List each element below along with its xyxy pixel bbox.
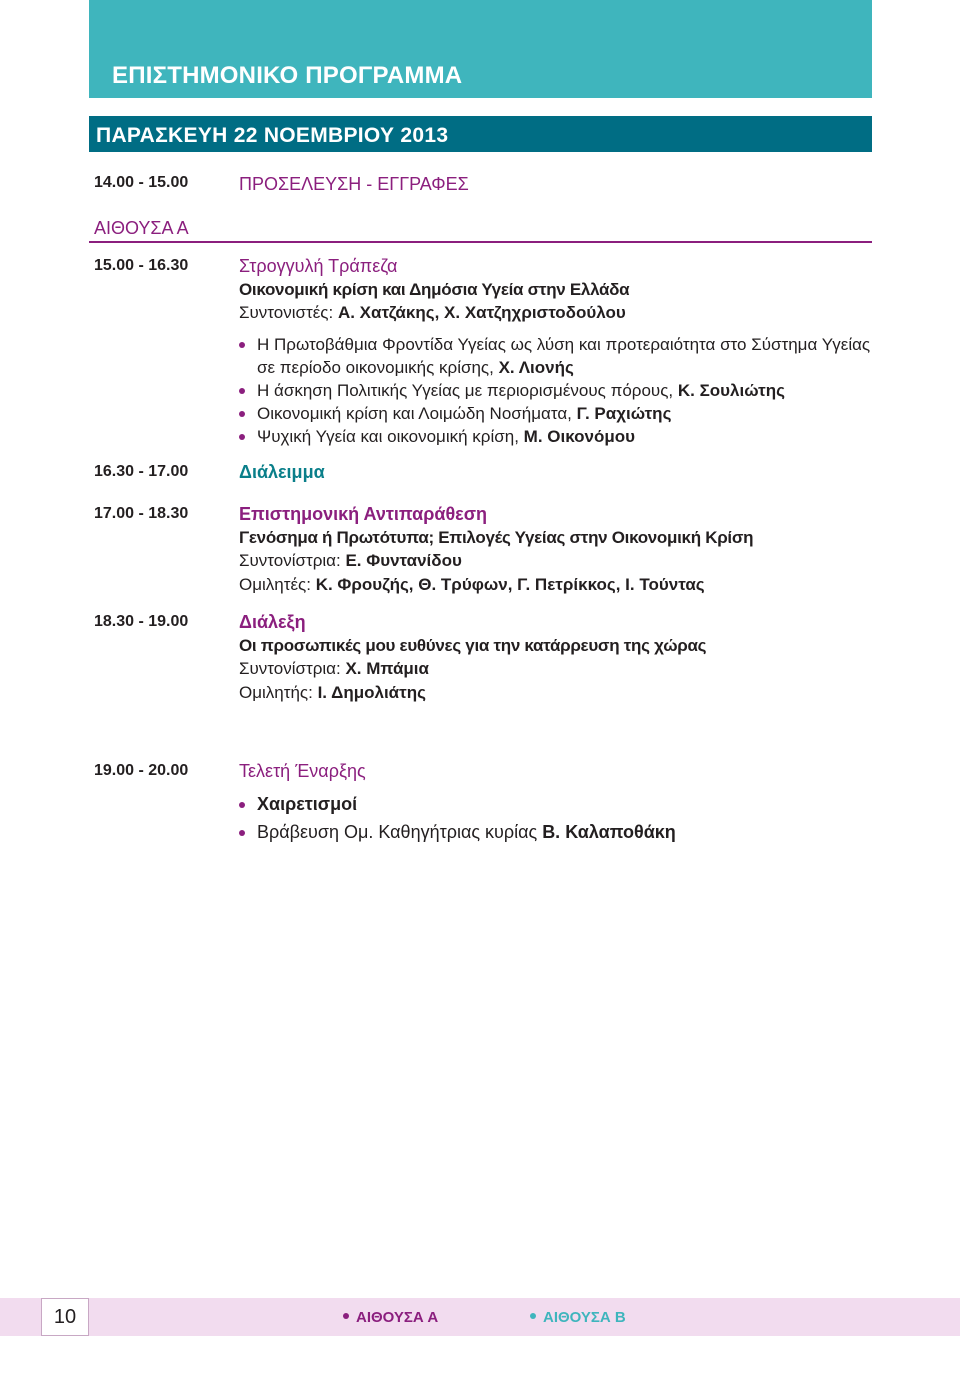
session-coordinator [239,657,872,681]
room-label: ΑΙΘΟΥΣΑ Α [94,218,189,238]
greetings-text: Χαιρετισμοί [257,794,358,814]
day-title: ΠΑΡΑΣΚΕΥΗ 22 ΝΟΕΜΒΡΙΟΥ 2013 [96,124,449,147]
legend-label: ΑΙΘΟΥΣΑ Β [543,1309,626,1326]
legend-room-a [343,1309,438,1326]
ceremony-list [239,793,872,844]
footer-bar [0,1298,960,1336]
session-time: 18.30 - 19.00 [94,613,189,630]
award-text: Βράβευση Ομ. Καθηγήτριας κυρίας [257,822,543,842]
speakers-names: Κ. Φρουζής, Θ. Τρύφων, Γ. Πετρίκκος, Ι. Τούντας [315,575,705,594]
bullet-icon [239,411,245,417]
talk-speaker: Χ. Λιονής [498,358,574,377]
bullet-icon [239,830,245,836]
coordinators-label: Συντονιστές: [239,303,338,322]
session-subtitle: Οι προσωπικές μου ευθύνες για την κατάρρευση της χώρας [239,636,707,655]
bullet-icon [239,342,245,348]
talk-list [239,333,872,448]
talk-speaker: Μ. Οικονόμου [523,427,636,446]
speaker-label: Ομιλητής: [239,683,318,702]
break-time: 16.30 - 17.00 [94,463,189,480]
list-item [239,333,872,379]
break-title: Διάλειμμα [239,462,325,482]
list-item [239,821,872,844]
session-time: 19.00 - 20.00 [94,762,189,779]
bullet-icon [530,1313,536,1319]
coordinator-label: Συντονίστρια: [239,659,346,678]
session-title: Διάλεξη [239,612,306,632]
coordinators-names: Α. Χατζάκης, Χ. Χατζηχριστοδούλου [337,303,626,322]
award-name: Β. Καλαποθάκη [542,822,676,842]
bullet-icon [239,388,245,394]
coordinator-name: Χ. Μπάμια [345,659,429,678]
talk-speaker: Κ. Σουλιώτης [677,381,785,400]
session-subtitle: Οικονομική κρίση και Δημόσια Υγεία στην Ελλάδα [239,280,630,299]
talk-title: Η άσκηση Πολιτικής Υγείας με περιορισμένους πόρους, [257,381,678,400]
list-item [239,402,872,425]
talk-title: Ψυχική Υγεία και οικονομική κρίση, [257,427,524,446]
page-title: ΕΠΙΣΤΗΜΟΝΙΚΟ ΠΡΟΓΡΑΜΜΑ [112,62,463,89]
speakers-label: Ομιλητές: [239,575,316,594]
session-speakers [239,573,872,597]
speaker-name: Ι. Δημολιάτης [317,683,426,702]
arrival-time: 14.00 - 15.00 [94,174,189,191]
list-item [239,793,872,816]
arrival-title: ΠΡΟΣΕΛΕΥΣΗ - ΕΓΓΡΑΦΕΣ [239,174,469,194]
session-time: 15.00 - 16.30 [94,257,189,274]
session-title: Στρογγυλή Τράπεζα [239,256,398,276]
room-divider [89,241,872,243]
session-title: Τελετή Έναρξης [239,761,366,781]
legend-room-b [530,1309,626,1326]
bullet-icon [239,802,245,808]
bullet-icon [239,434,245,440]
session-coordinators [239,301,872,325]
session-subtitle: Γενόσημα ή Πρωτότυπα; Επιλογές Υγείας στην Οικονομική Κρίση [239,528,754,547]
list-item [239,379,872,402]
session-coordinator [239,549,872,573]
session-title: Επιστημονική Αντιπαράθεση [239,504,488,524]
coordinator-name: Ε. Φυντανίδου [345,551,462,570]
session-time: 17.00 - 18.30 [94,505,189,522]
list-item [239,425,872,448]
talk-speaker: Γ. Ραχιώτης [576,404,672,423]
legend-label: ΑΙΘΟΥΣΑ Α [356,1309,439,1326]
bullet-icon [343,1313,349,1319]
coordinator-label: Συντονίστρια: [239,551,346,570]
talk-title: Οικονομική κρίση και Λοιμώδη Νοσήματα, [257,404,577,423]
session-speaker [239,681,872,705]
talk-title: Η Πρωτοβάθμια Φροντίδα Υγείας ως λύση και προτεραιότητα στο Σύστημα Υγείας σε περίοδο οικονομικής κρίσης, [257,335,871,377]
page-number: 10 [53,1306,77,1328]
